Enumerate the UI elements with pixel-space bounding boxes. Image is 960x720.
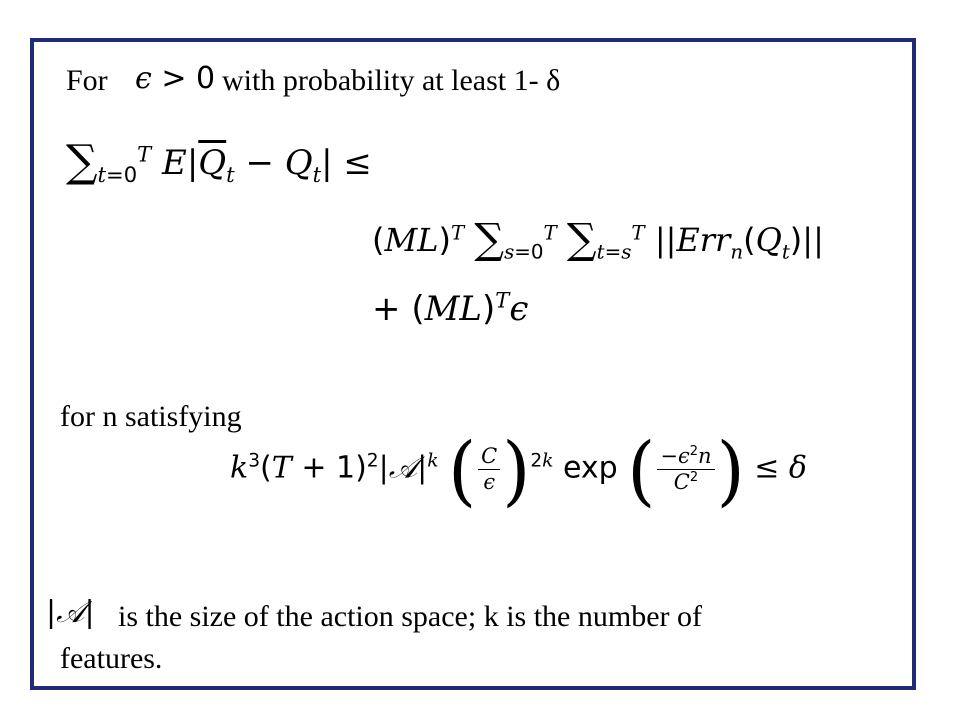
sample-size-condition-formula: $k^3(T$ + $1)^2|𝒜|^k$ ( $\frac{C}{\epsilon}$ )$^{2k}$ exp ( $\frac{-\epsilon^2n}{C^2}$ ) ≤ δ [230, 425, 807, 514]
slide-frame [30, 38, 916, 690]
approximation-error-term: (ML)$^T$ $\sum_{s=0}^T$ $\sum_{t=s}^T$ $||Err_n(Q_t)||$ [372, 214, 824, 264]
sum-error-formula: $\sum_{t=0}^T$ $E|\overline{Q}_t - Q_t|$ ≤ [66, 136, 372, 187]
for-label: For [66, 64, 108, 97]
action-space-symbol: |𝒜| [46, 595, 95, 630]
epsilon-condition-formula: ϵ > 0 [135, 61, 216, 96]
probability-statement: with probability at least 1- δ [222, 64, 561, 97]
footer-text-line2: features. [60, 642, 163, 675]
footer-text-line1: is the size of the action space; k is the number of [118, 600, 702, 633]
condition-label: for n satisfying [60, 400, 242, 433]
epsilon-term: + (ML)$^T$ϵ [372, 287, 529, 329]
